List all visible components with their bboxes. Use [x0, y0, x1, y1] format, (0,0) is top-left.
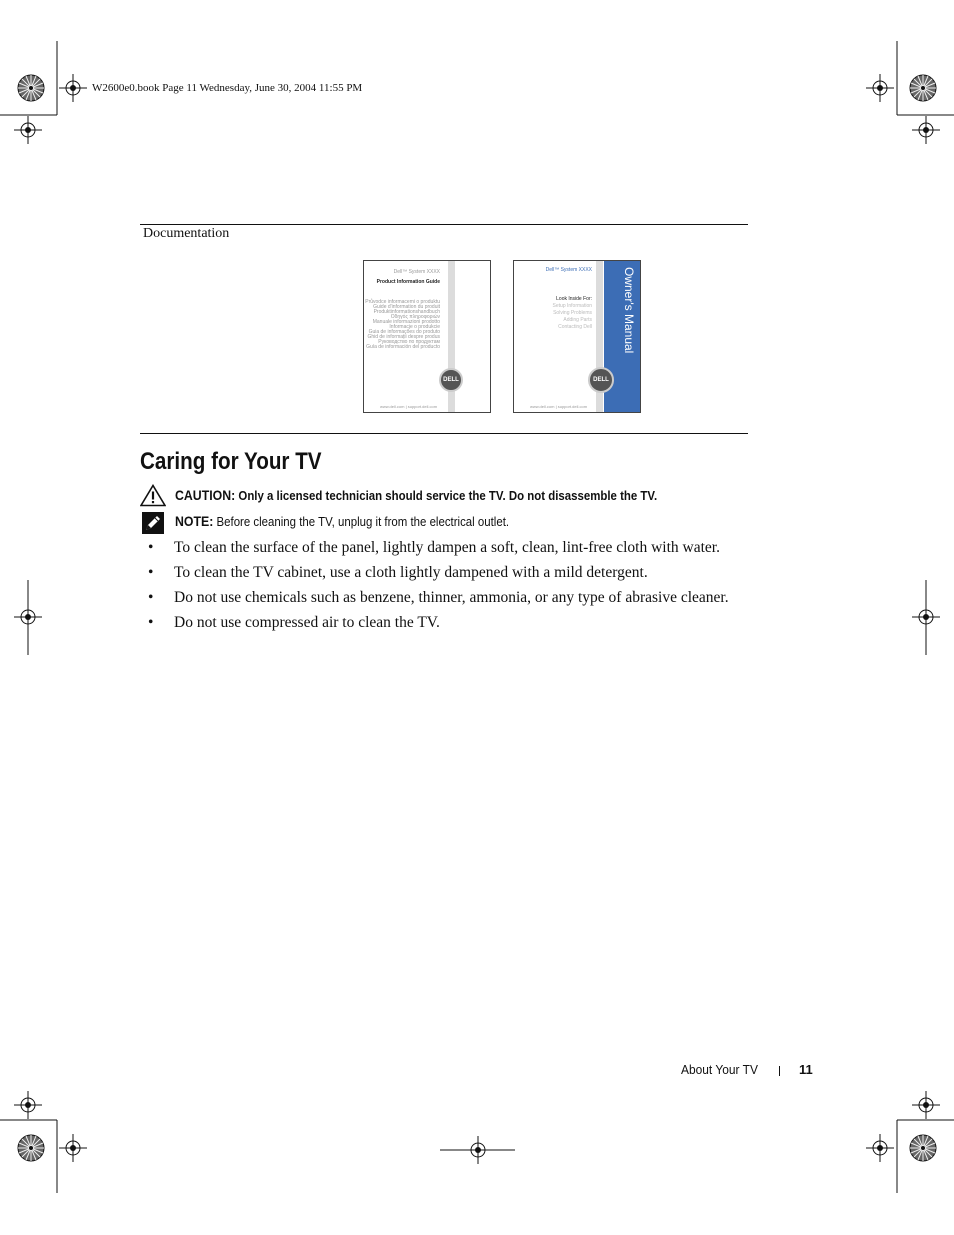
product-information-guide-cover: Dell™ System XXXX Product Information Guide Průvodce informacemi o produktu Guide d'information du produit Produktinformationshandbuch Οδηγός πληροφοριών Manuale informazioni prodotto Informacje o produkcie Guia de informações do produto Ghid de informații despre produs Руководство по продуктам Guía de información del producto DELL www.dell.com | support.dell.com [363, 260, 491, 413]
book1-series: Dell™ System XXXX [393, 269, 440, 275]
caution-notice [175, 487, 657, 503]
list-item: • To clean the surface of the panel, lightly dampen a soft, clean, lint-free cloth with water. [148, 537, 729, 562]
page-number: 11 [799, 1062, 813, 1077]
caution-icon [140, 484, 166, 507]
note-pencil-icon [142, 512, 164, 534]
file-info-header: W2600e0.book Page 11 Wednesday, June 30, 2004 11:55 PM [92, 82, 363, 94]
book1-title: Product Information Guide [376, 279, 440, 285]
book2-url: www.dell.com | support.dell.com [530, 404, 588, 409]
list-item: • Do not use chemicals such as benzene, thinner, ammonia, or any type of abrasive cleaner. [148, 587, 729, 612]
list-item: • Do not use compressed air to clean the TV. [148, 612, 729, 637]
book2-series: Dell™ System XXXX [545, 267, 592, 273]
footer-chapter-label: About Your TV [681, 1062, 758, 1077]
section-rule [140, 433, 748, 434]
section-title: Caring for Your TV [140, 448, 322, 475]
caution-text: Only a licensed technician should service the TV. Do not disassemble the TV. [238, 488, 658, 503]
footer-separator [779, 1066, 780, 1076]
list-item: • To clean the TV cabinet, use a cloth lightly dampened with a mild detergent. [148, 562, 729, 587]
note-notice [175, 513, 509, 529]
note-text: Before cleaning the TV, unplug it from the electrical outlet. [216, 514, 510, 529]
note-label: NOTE: [175, 513, 214, 529]
dell-logo-icon: DELL [588, 367, 614, 393]
owners-manual-cover: Dell™ System XXXX Look Inside For: Setup Information Solving Problems Adding Parts Contacting Dell Owner's Manual DELL www.dell.com | support.dell.com [513, 260, 641, 413]
book1-url: www.dell.com | support.dell.com [380, 404, 438, 409]
caution-label: CAUTION: [175, 487, 236, 503]
documentation-label: Documentation [143, 226, 230, 241]
cleaning-instructions-list [148, 537, 729, 637]
top-rule [140, 224, 748, 225]
dell-logo-icon: DELL [439, 368, 463, 392]
owners-manual-spine-title: Owner's Manual [622, 267, 636, 354]
